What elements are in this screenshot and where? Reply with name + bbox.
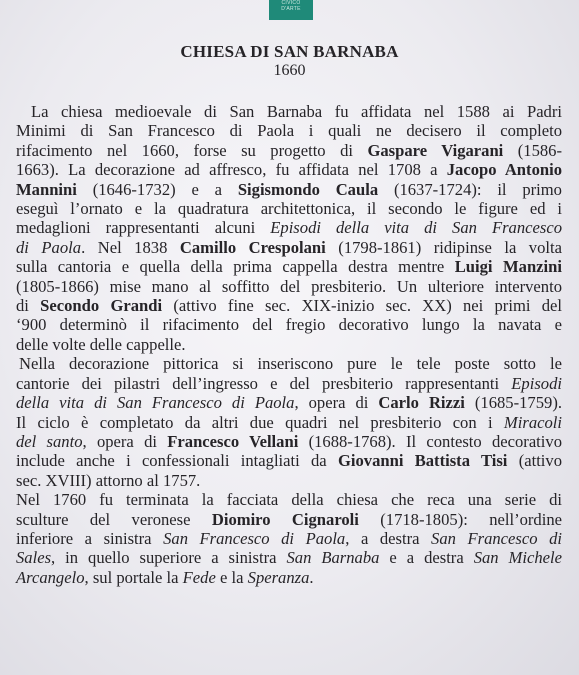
text-run: ‘900 determinò il rifacimento del fregio decorativo lungo la navata e: [16, 315, 562, 335]
text-run: (1718-1805): nell’ordine: [358, 509, 562, 529]
artist-name: Giovanni Battista Tisi: [337, 451, 508, 471]
text-line: [16, 102, 562, 121]
text-run: cantorie dei pilastri dell’ingresso e del presbiterio rappresentanti: [16, 373, 512, 393]
text-run: (1637-1724): il primo: [378, 179, 562, 199]
text-line: [16, 413, 562, 432]
artwork-title: San Barnaba: [286, 548, 380, 568]
text-line: [16, 490, 562, 509]
artist-name: Gaspare Vigarani: [367, 140, 504, 160]
text-line: [16, 277, 562, 296]
text-line: [16, 354, 562, 373]
artwork-title: di Paola: [16, 237, 82, 257]
text-run: , sul portale la: [84, 567, 183, 587]
text-run: , opera di: [294, 393, 379, 413]
text-line: [16, 451, 562, 470]
text-line: [16, 315, 562, 334]
text-run: (attivo: [507, 451, 563, 471]
text-line: [16, 568, 562, 587]
text-run: medaglioni rappresentanti alcuni: [16, 218, 271, 238]
text-line: [16, 374, 562, 393]
text-line: [16, 471, 562, 490]
artist-name: Diomiro Cignaroli: [211, 509, 359, 529]
text-run: , a destra: [345, 528, 432, 548]
text-line: [16, 180, 562, 199]
artist-name: Camillo Crespolani: [179, 237, 326, 257]
text-run: sulla cantoria e quella della prima cappella destra mentre: [16, 257, 455, 277]
artist-name: Sigismondo Caula: [237, 179, 379, 199]
text-line: [16, 218, 562, 237]
artwork-title: Sales: [16, 548, 52, 568]
text-run: (1688-1768). Il contesto decorativo: [298, 431, 562, 451]
museum-logo: [269, 0, 313, 20]
text-run: Il ciclo è completato da altri due quadri nel presbiterio con i: [16, 412, 504, 432]
paragraph-1: [16, 102, 562, 354]
text-run: , in quello superiore a sinistra: [51, 548, 287, 568]
text-line: [16, 160, 562, 179]
text-run: (1586-: [503, 140, 562, 160]
text-run: e a destra: [379, 548, 474, 568]
artwork-title: San Michele: [473, 548, 562, 568]
text-line: [16, 257, 562, 276]
artwork-title: San Francesco di: [431, 528, 562, 548]
text-line: [16, 199, 562, 218]
text-run: di: [16, 296, 41, 316]
text-line: [16, 296, 562, 315]
text-run: Nella decorazione pittorica si inseriscono pure le tele poste sotto le: [19, 354, 562, 374]
text-line: [16, 335, 562, 354]
text-run: sec. XVIII) attorno al 1757.: [16, 470, 201, 490]
artwork-title: Fede: [182, 567, 216, 587]
text-run: (attivo fine sec. XIX-inizio sec. XX) nei primi del: [162, 296, 562, 316]
artist-name: Secondo Grandi: [40, 296, 163, 316]
paragraph-3: [16, 490, 562, 587]
text-run: delle volte delle cappelle.: [16, 334, 186, 354]
text-run: e la: [215, 567, 248, 587]
text-line: [16, 393, 562, 412]
artist-name: Luigi Manzini: [454, 257, 562, 277]
text-run: eseguì l’ornato e la quadratura architettonica, il secondo le figure ed i: [16, 199, 562, 219]
text-run: Nel 1760 fu terminata la facciata della chiesa che reca una serie di: [16, 490, 562, 510]
text-run: . Nel 1838: [81, 237, 180, 257]
text-line: [16, 510, 562, 529]
text-run: (1805-1866) mise mano al soffitto del presbiterio. Un ulteriore intervento: [16, 276, 562, 296]
text-run: .: [309, 567, 314, 587]
paragraph-2: [16, 354, 562, 490]
plaque-body: [16, 102, 562, 587]
text-line: [16, 432, 562, 451]
artist-name: Jacopo Antonio: [446, 160, 562, 180]
text-line: [16, 548, 562, 567]
text-run: inferiore a sinistra: [16, 528, 164, 548]
text-run: include anche i confessionali intagliati da: [16, 451, 338, 471]
artist-name: Carlo Rizzi: [378, 393, 465, 413]
text-line: [16, 121, 562, 140]
text-run: rifacimento nel 1660, forse su progetto di: [16, 140, 368, 160]
text-run: (1646-1732) e a: [76, 179, 238, 199]
text-run: (1685-1759).: [464, 393, 562, 413]
artwork-title: Miracoli: [503, 412, 562, 432]
logo-text-line1: CIVICO: [281, 0, 301, 6]
text-run: 1663). La decorazione ad affresco, fu affidata nel 1708 a: [16, 160, 447, 180]
artwork-title: San Francesco di Paola: [163, 528, 346, 548]
page-title: CHIESA DI SAN BARNABA: [180, 42, 399, 61]
text-run: La chiesa medioevale di San Barnaba fu affidata nel 1588 ai Padri: [31, 102, 562, 121]
artwork-title: della vita di San Francesco di Paola: [16, 393, 295, 413]
artwork-title: Speranza: [247, 567, 310, 587]
text-run: Minimi di San Francesco di Paola i quali ne decisero il completo: [16, 121, 562, 141]
page-year: 1660: [273, 62, 306, 79]
text-line: [16, 529, 562, 548]
artwork-title: Episodi: [511, 373, 562, 393]
text-run: (1798-1861) ridipinse la volta: [325, 237, 562, 257]
text-line: [16, 141, 562, 160]
text-run: sculture del veronese: [16, 509, 212, 529]
artwork-title: Episodi della vita di San Francesco: [270, 218, 562, 238]
logo-text-line2: D'ARTE: [281, 6, 301, 12]
artist-name: Francesco Vellani: [167, 431, 299, 451]
artist-name: Mannini: [16, 179, 77, 199]
artwork-title: del santo: [16, 431, 83, 451]
text-line: [16, 238, 562, 257]
text-run: , opera di: [82, 431, 168, 451]
artwork-title: Arcangelo: [16, 567, 85, 587]
